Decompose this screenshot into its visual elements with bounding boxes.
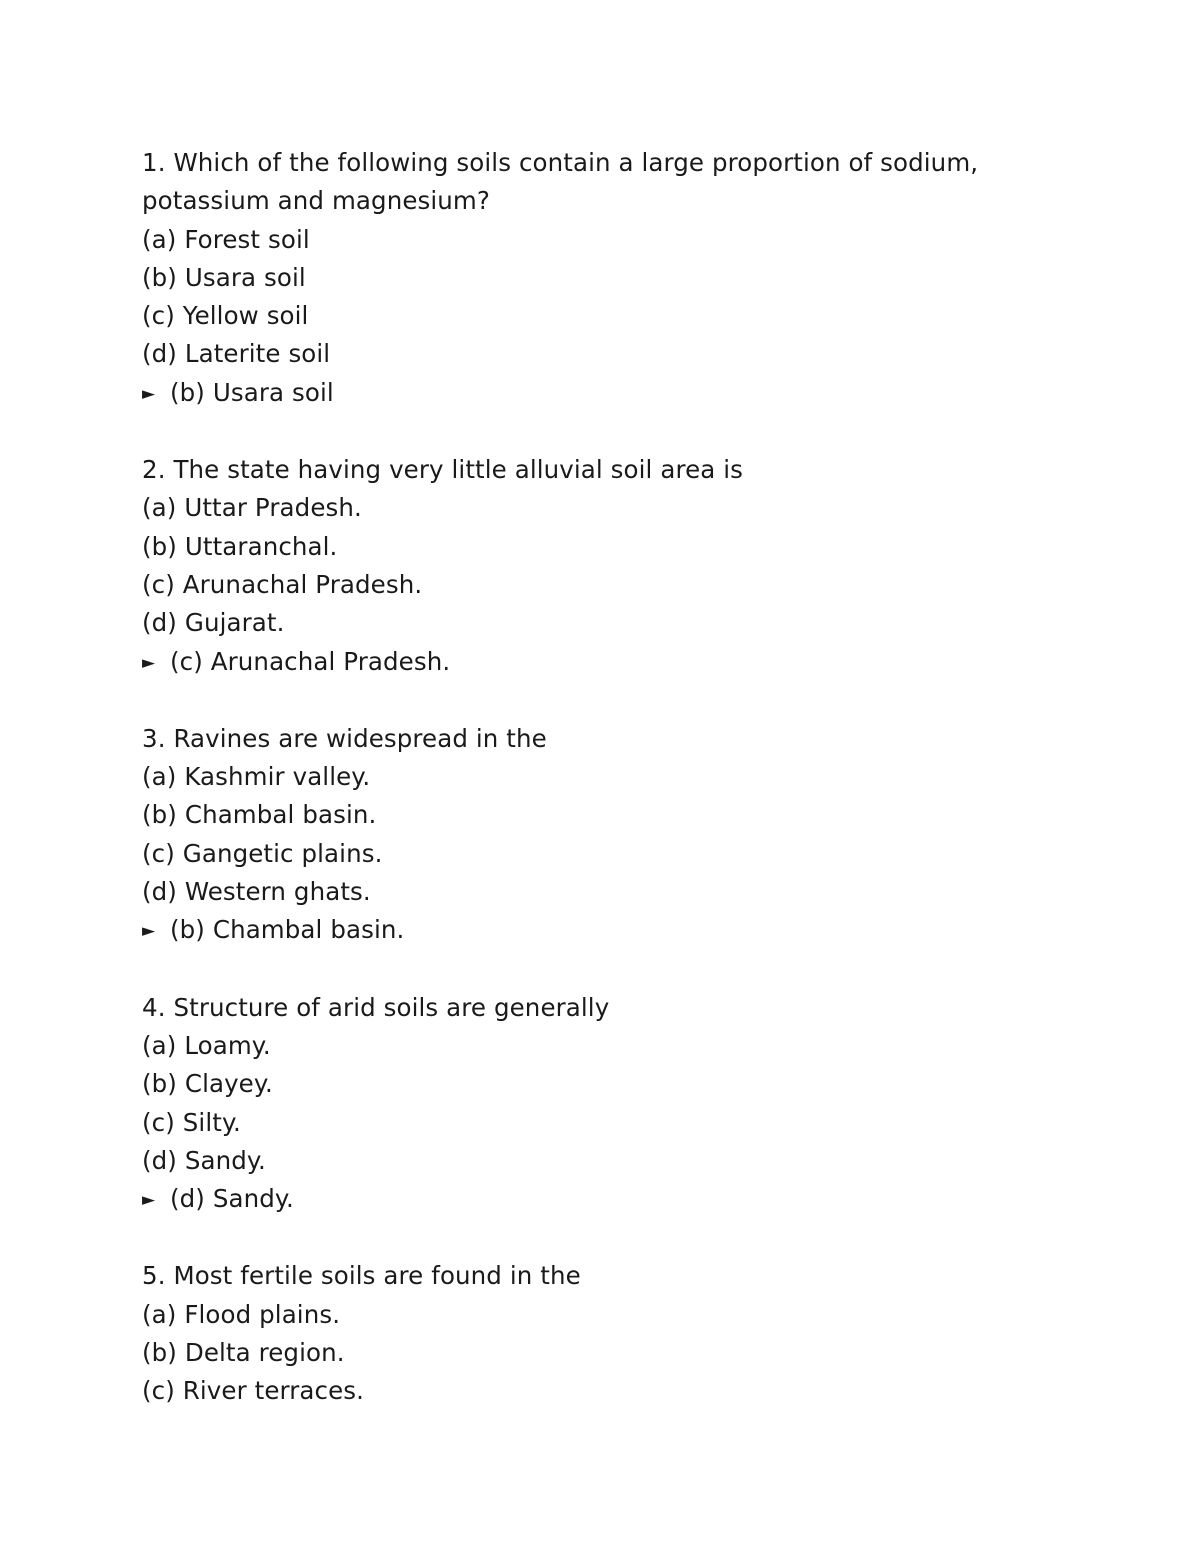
option-a: (a) Forest soil [142, 224, 310, 254]
question-text: 1. Which of the following soils contain a large proportion of sodium, potassium and magnesium? [142, 148, 979, 216]
answer-text: (b) Usara soil [170, 377, 334, 407]
option-b: (b) Usara soil [142, 262, 306, 292]
question-text: 4. Structure of arid soils are generally [142, 992, 610, 1022]
option-c: (c) River terraces. [142, 1376, 365, 1406]
question-text: 5. Most fertile soils are found in the [142, 1261, 581, 1291]
arrow-right-icon: ► [142, 652, 156, 673]
question-4 [142, 989, 1072, 1220]
answer-text: (c) Arunachal Pradesh. [170, 646, 451, 676]
option-b: (b) Chambal basin. [142, 800, 377, 830]
arrow-right-icon: ► [142, 383, 156, 404]
option-c: (c) Arunachal Pradesh. [142, 569, 423, 599]
arrow-right-icon: ► [142, 921, 156, 942]
option-c: (c) Yellow soil [142, 301, 309, 331]
option-d: (d) Western ghats. [142, 877, 371, 907]
option-a: (a) Flood plains. [142, 1299, 341, 1329]
answer-text: (d) Sandy. [170, 1184, 294, 1214]
question-text: 2. The state having very little alluvial soil area is [142, 455, 744, 485]
question-5 [142, 1257, 1072, 1410]
option-c: (c) Gangetic plains. [142, 838, 383, 868]
answer-line [142, 643, 1072, 682]
option-d: (d) Gujarat. [142, 608, 285, 638]
question-text: 3. Ravines are widespread in the [142, 723, 547, 753]
question-2 [142, 451, 1072, 682]
question-3 [142, 720, 1072, 951]
answer-line [142, 374, 1072, 413]
option-d: (d) Sandy. [142, 1145, 266, 1175]
option-a: (a) Loamy. [142, 1030, 271, 1060]
answer-line [142, 911, 1072, 950]
option-a: (a) Uttar Pradesh. [142, 493, 362, 523]
option-b: (b) Clayey. [142, 1069, 273, 1099]
document-page [142, 144, 1072, 1449]
answer-line [142, 1180, 1072, 1219]
option-a: (a) Kashmir valley. [142, 762, 371, 792]
arrow-right-icon: ► [142, 1190, 156, 1211]
option-b: (b) Delta region. [142, 1338, 345, 1368]
answer-text: (b) Chambal basin. [170, 915, 405, 945]
option-b: (b) Uttaranchal. [142, 531, 338, 561]
option-d: (d) Laterite soil [142, 339, 331, 369]
question-1 [142, 144, 1072, 413]
option-c: (c) Silty. [142, 1107, 241, 1137]
